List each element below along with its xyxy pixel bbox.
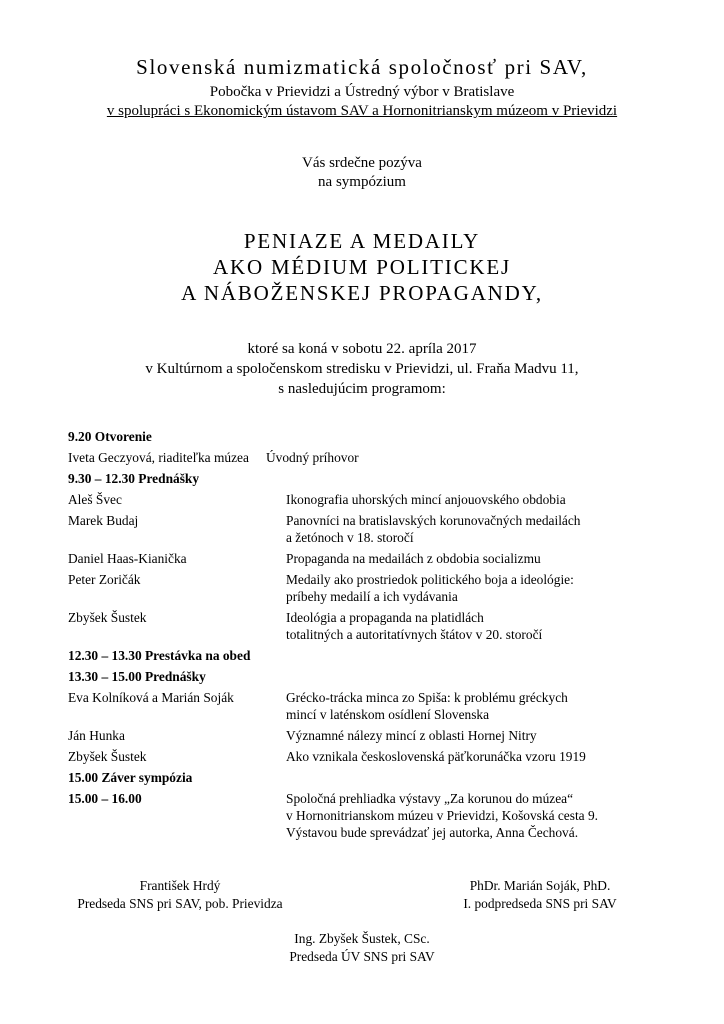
organization-name: Slovenská numizmatická spoločnosť pri SAV,: [136, 55, 588, 79]
symposium-title-line-2: AKO MÉDIUM POLITICKEJ: [213, 255, 511, 279]
signature-left: [60, 877, 300, 913]
tour-text-cont: Výstavou bude sprevádzať jej autorka, Anna Čechová.: [286, 825, 579, 840]
cooperation-line: v spolupráci s Ekonomickým ústavom SAV a Hornonitrianskym múzeom v Prievidzi: [106, 103, 618, 119]
program-row: [68, 449, 688, 466]
speaker-name: Daniel Haas-Kianička: [68, 551, 187, 566]
program-row: [68, 571, 688, 605]
program-schedule: [68, 428, 688, 841]
program-row: [68, 748, 688, 765]
section-opening: 9.20 Otvorenie: [68, 429, 152, 444]
section-lectures-1: 9.30 – 12.30 Prednášky: [68, 471, 200, 486]
symposium-title-line-1: PENIAZE A MEDAILY: [243, 229, 481, 253]
invitation-line-2: na sympózium: [318, 174, 406, 190]
signatory-name: Ing. Zbyšek Šustek, CSc.: [294, 931, 430, 946]
speaker-name: Ján Hunka: [68, 728, 125, 743]
talk-topic: Propaganda na medailách z obdobia socializmu: [286, 551, 541, 566]
tour-text-cont: v Hornonitrianskom múzeu v Prievidzi, Košovská cesta 9.: [286, 808, 599, 823]
talk-topic: Významné nálezy mincí z oblasti Hornej Nitry: [286, 728, 537, 743]
program-row: [68, 727, 688, 744]
branch-line: Pobočka v Prievidzi a Ústredný výbor v Bratislave: [209, 84, 515, 100]
program-row: [68, 512, 688, 546]
program-intro-line: s nasledujúcim programom:: [278, 381, 446, 397]
program-row: [68, 491, 688, 508]
program-row: [68, 790, 688, 841]
speaker-name: Zbyšek Šustek: [68, 610, 147, 625]
speaker-name: Aleš Švec: [68, 492, 122, 507]
section-lectures-2: 13.30 – 15.00 Prednášky: [68, 669, 206, 684]
signatory-role: Predseda ÚV SNS pri SAV: [289, 949, 435, 964]
program-row: [68, 609, 688, 643]
tour-time: 15.00 – 16.00: [68, 791, 142, 806]
invitation-line-1: Vás srdečne pozýva: [302, 155, 422, 171]
talk-topic: Ako vznikala československá päťkorunáčka vzoru 1919: [286, 749, 586, 764]
signature-right: [420, 877, 660, 913]
tour-text: Spoločná prehliadka výstavy „Za korunou do múzea“: [286, 791, 574, 806]
section-lunch: 12.30 – 13.30 Prestávka na obed: [68, 648, 251, 663]
talk-topic: Ikonografia uhorských mincí anjouovského obdobia: [286, 492, 566, 507]
talk-topic-cont: mincí v laténskom osídlení Slovenska: [286, 707, 490, 722]
talk-topic: Panovníci na bratislavských korunovačných medailách: [286, 513, 581, 528]
speaker-name: Zbyšek Šustek: [68, 749, 147, 764]
speaker-name: Marek Budaj: [68, 513, 139, 528]
talk-topic: Ideológia a propaganda na platidlách: [286, 610, 484, 625]
talk-topic: Grécko-trácka minca zo Spiša: k problému gréckych: [286, 690, 568, 705]
date-line: ktoré sa koná v sobotu 22. apríla 2017: [247, 341, 477, 357]
talk-topic-cont: a žetónoch v 18. storočí: [286, 530, 414, 545]
signature-bottom: [232, 930, 492, 966]
venue-line: v Kultúrnom a spoločenskom stredisku v Prievidzi, ul. Fraňa Madvu 11,: [145, 361, 579, 377]
signatory-name: František Hrdý: [139, 878, 221, 893]
talk-topic-cont: príbehy medailí a ich vydávania: [286, 589, 458, 604]
signatory-role: Predseda SNS pri SAV, pob. Prievidza: [77, 896, 283, 911]
signatory-name: PhDr. Marián Soják, PhD.: [469, 878, 611, 893]
talk-topic: Úvodný príhovor: [266, 450, 359, 465]
speaker-name: Iveta Geczyová, riaditeľka múzea: [68, 450, 249, 465]
symposium-title-line-3: A NÁBOŽENSKEJ PROPAGANDY,: [181, 281, 543, 305]
talk-topic-cont: totalitných a autoritatívnych štátov v 20. storočí: [286, 627, 543, 642]
signatory-role: I. podpredseda SNS pri SAV: [463, 896, 617, 911]
speaker-name: Peter Zoričák: [68, 572, 141, 587]
program-row: [68, 689, 688, 723]
speaker-name: Eva Kolníková a Marián Soják: [68, 690, 234, 705]
section-closing: 15.00 Záver sympózia: [68, 770, 193, 785]
talk-topic: Medaily ako prostriedok politického boja a ideológie:: [286, 572, 574, 587]
program-row: [68, 550, 688, 567]
